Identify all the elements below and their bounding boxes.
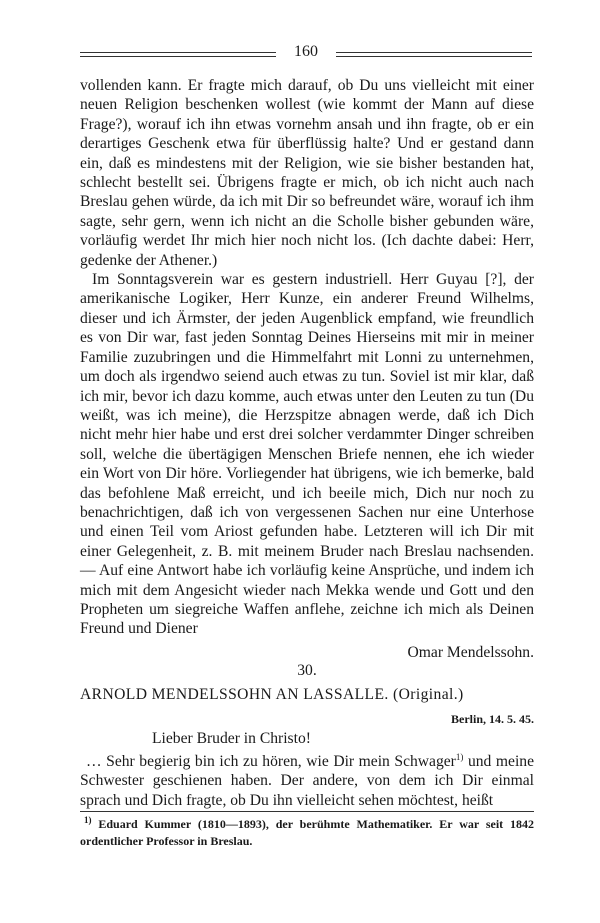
page-header (80, 44, 532, 64)
signature: Omar Mendelssohn. (407, 643, 534, 661)
salutation: Lieber Bruder in Christo! (152, 730, 311, 747)
letter-30-body (80, 752, 534, 810)
paragraph-1: vollenden kann. Er fragte mich darauf, ob Du uns vielleicht mit einer neuen Religion beschenken wollest (wie kommt der Mann auf diese Frage?), worauf ich ihn etwas vornehm ansah und ihn fragte, ob er ein derartiges Geschenk etwa für überflüssig halte? Und er gestand dann ein, daß es mindestens mit der Religion, wie sie bisher bestanden hat, schlecht bestellt sei. Übrigens fragte er mich, ob ich nicht auch nach Breslau gehen würde, da ich mit Dir so befreundet wäre, worauf ich ihm sagte, sehr gern, wenn ich nicht an die Scholle bisher gebunden wäre, vorläufig werdet Ihr mich hier noch nicht los. (Ich dachte dabei: Herr, gedenke der Athener.) (80, 77, 534, 269)
header-rule-right (336, 52, 532, 57)
footnote-rule (80, 811, 534, 812)
letter-date: Berlin, 14. 5. 45. (451, 712, 534, 726)
page-number: 160 (294, 43, 318, 60)
letter-30-paragraph (80, 752, 534, 810)
footnote-text: Eduard Kummer (1810—1893), der berühmte Mathematiker. Er war seit 1842 ordentlicher Professor in Breslau. (80, 817, 534, 848)
footnote (80, 816, 534, 850)
footnote-reference: 1) (455, 751, 464, 762)
letter-heading: ARNOLD MENDELSSOHN AN LASSALLE. (Original.) (80, 686, 464, 703)
footnote-mark: 1) (84, 815, 92, 825)
letter-30-text-start: … Sehr begierig bin ich zu hören, wie Dir mein Schwager (86, 753, 456, 770)
letter-number: 30. (297, 662, 317, 679)
letter-29-body (80, 76, 534, 662)
letter-30-text-end: und meine Schwester geschienen haben. Der andere, von dem ich Dir einmal sprach und Dich fragte, ob Du ihn vielleicht sehen möchtest, heißt (80, 753, 534, 809)
paragraph-2: Im Sonntagsverein war es gestern industriell. Herr Guyau [?], der amerikanische Logiker, Herr Kunze, ein anderer Freund Wilhelms, dieser und ich Ärmster, der jeden Augenblick empfand, wie freundlich es von Dir war, fast jeden Sonntag Deines Hierseins mit mir in meiner Familie zuzubringen und die Himmelfahrt mit Lonni zu unternehmen, um doch als irgendwo seiend auch etwas zu tun. Soviel ist mir klar, daß ich mir, bevor ich dazu komme, auch etwas unter den Leuten zu tun (Du weißt, was ich meine), die Herzspitze abnagen werde, daß ich Dich nicht mehr hier habe und erst drei solcher verdammter Dinger schreiben soll, welche die übertägigen Menschen Briefe nennen, ehe ich wieder ein Wort von Dir höre. Vorliegender hat übrigens, wie ich bemerke, bald das befohlene Maß erreicht, und ich beeile mich, Dich nur noch zu benachrichtigen, daß ich von vergessenen Sachen nur eine Unterhose und einen Teil vom Ariost gefunden habe. Letzteren will ich Dir mit einer Gelegenheit, z. B. mit meinem Bruder nach Breslau nachsenden. — Auf eine Antwort habe ich vorläufig keine Ansprüche, und indem ich mich mit dem Angesicht wieder nach Mekka wende und Gott und den Propheten um siegreiche Waffen anflehe, zeichne ich mich als Deinen Freund und Diener (80, 271, 534, 638)
